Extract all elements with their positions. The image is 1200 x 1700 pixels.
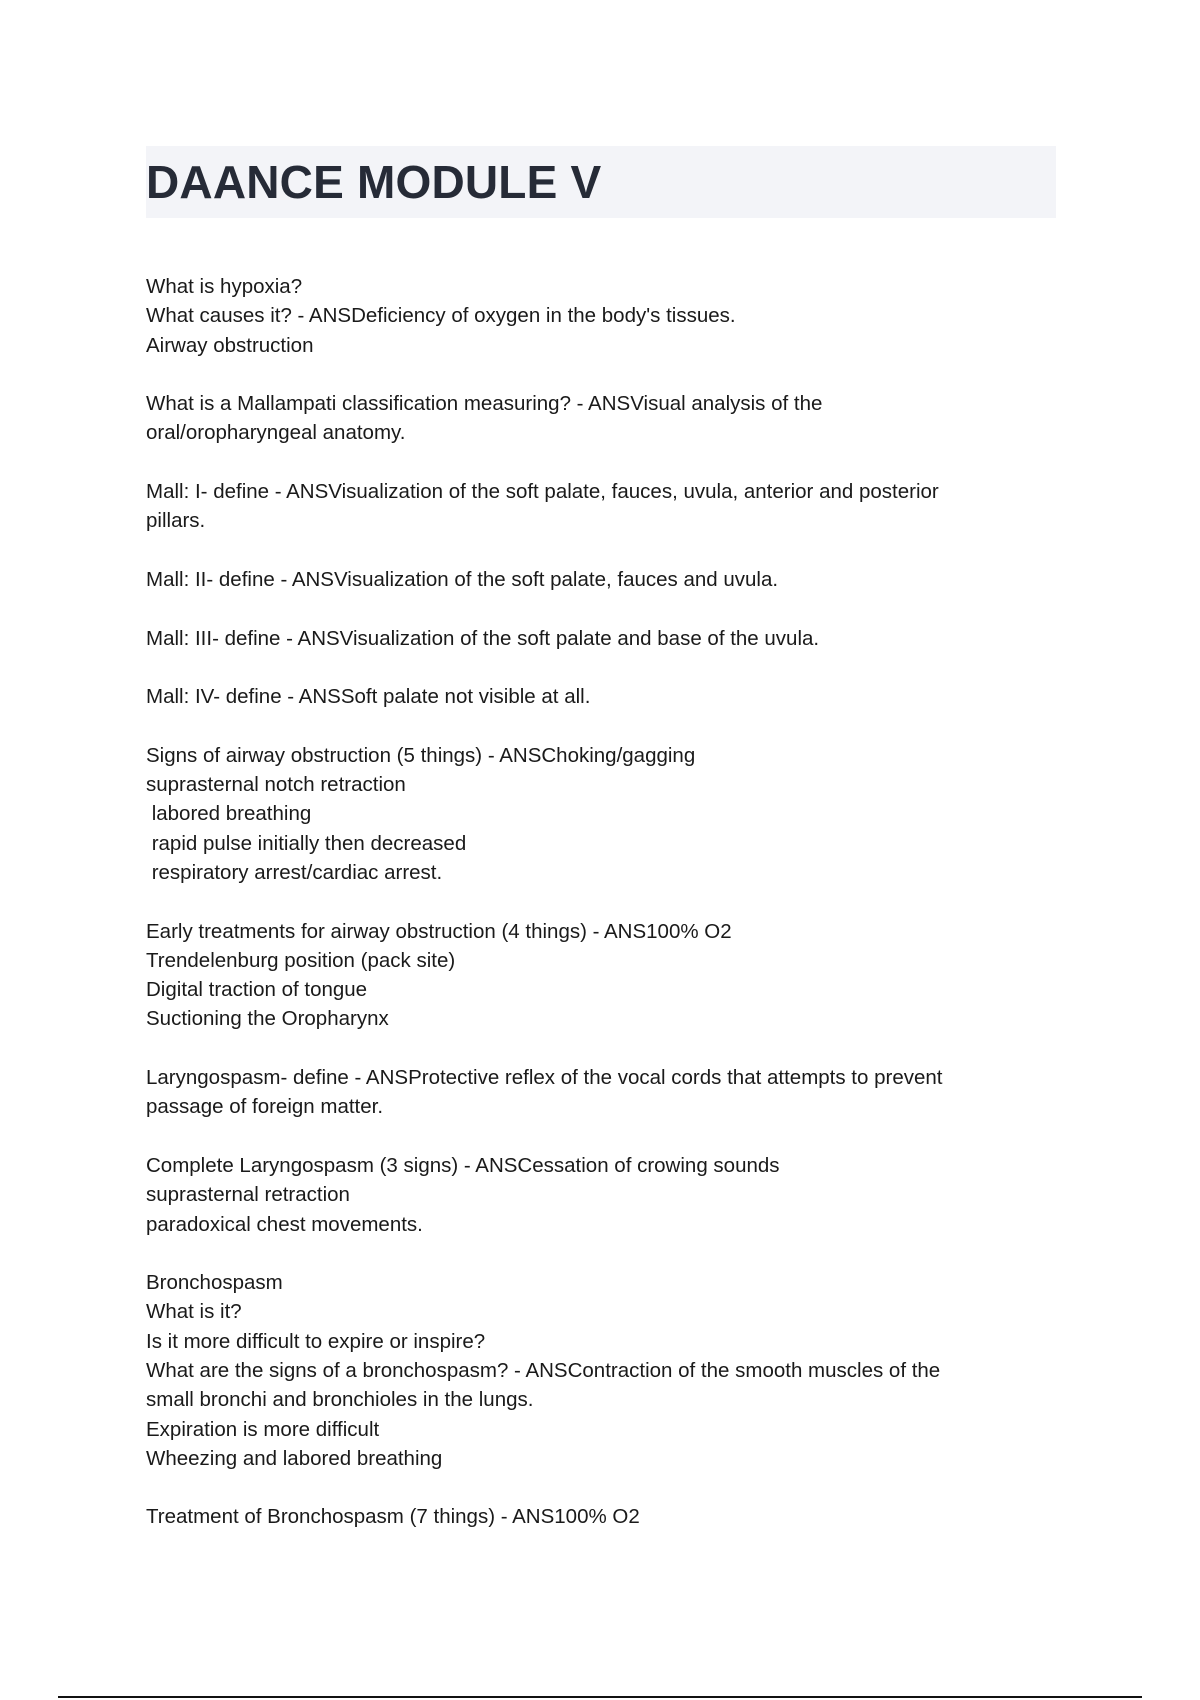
title-banner bbox=[146, 146, 1056, 218]
qa-entry bbox=[146, 624, 1026, 653]
text-line: Early treatments for airway obstruction (4 things) - ANS100% O2 bbox=[146, 919, 732, 943]
qa-entry bbox=[146, 1268, 1026, 1473]
text-line: Complete Laryngospasm (3 signs) - ANSCessation of crowing sounds bbox=[146, 1153, 780, 1177]
qa-entry bbox=[146, 1502, 1026, 1531]
text-line: Signs of airway obstruction (5 things) - ANSChoking/gagging bbox=[146, 743, 696, 767]
qa-content bbox=[146, 272, 1026, 1561]
text-line: oral/oropharyngeal anatomy. bbox=[146, 421, 406, 445]
text-line: Airway obstruction bbox=[146, 333, 314, 357]
text-line: Mall: III- define - ANSVisualization of the soft palate and base of the uvula. bbox=[146, 626, 820, 650]
page-title: DAANCE MODULE V bbox=[146, 156, 602, 208]
text-line: labored breathing bbox=[146, 802, 312, 826]
text-line: pillars. bbox=[146, 509, 206, 533]
qa-entry bbox=[146, 272, 1026, 360]
text-line: paradoxical chest movements. bbox=[146, 1212, 423, 1236]
text-line: Mall: II- define - ANSVisualization of the soft palate, fauces and uvula. bbox=[146, 567, 779, 591]
text-line: Trendelenburg position (pack site) bbox=[146, 948, 456, 972]
qa-entry bbox=[146, 1151, 1026, 1239]
text-line: respiratory arrest/cardiac arrest. bbox=[146, 860, 443, 884]
text-line: What is a Mallampati classification measuring? - ANSVisual analysis of the bbox=[146, 392, 823, 416]
text-line: Treatment of Bronchospasm (7 things) - ANS100% O2 bbox=[146, 1505, 640, 1529]
qa-entry bbox=[146, 741, 1026, 887]
footer-divider bbox=[58, 1696, 1142, 1698]
qa-entry bbox=[146, 477, 1026, 536]
qa-entry bbox=[146, 682, 1026, 711]
text-line: Expiration is more difficult bbox=[146, 1417, 380, 1441]
text-line: What are the signs of a bronchospasm? - ANSContraction of the smooth muscles of the bbox=[146, 1358, 941, 1382]
text-line: Mall: IV- define - ANSSoft palate not visible at all. bbox=[146, 685, 591, 709]
qa-entry bbox=[146, 1063, 1026, 1122]
text-line: rapid pulse initially then decreased bbox=[146, 831, 467, 855]
text-line: suprasternal retraction bbox=[146, 1183, 350, 1207]
text-line: Laryngospasm- define - ANSProtective reflex of the vocal cords that attempts to prevent bbox=[146, 1066, 943, 1090]
text-line: Mall: I- define - ANSVisualization of the soft palate, fauces, uvula, anterior and posterior bbox=[146, 480, 939, 504]
text-line: What causes it? - ANSDeficiency of oxygen in the body's tissues. bbox=[146, 304, 736, 328]
text-line: Suctioning the Oropharynx bbox=[146, 1007, 389, 1031]
text-line: What is hypoxia? bbox=[146, 275, 303, 298]
text-line: small bronchi and bronchioles in the lungs. bbox=[146, 1388, 534, 1412]
qa-entry bbox=[146, 565, 1026, 594]
qa-entry bbox=[146, 389, 1026, 448]
text-line: What is it? bbox=[146, 1300, 242, 1324]
text-line: suprasternal notch retraction bbox=[146, 773, 406, 797]
text-line: Wheezing and labored breathing bbox=[146, 1446, 443, 1470]
qa-entry bbox=[146, 917, 1026, 1034]
text-line: Bronchospasm bbox=[146, 1271, 283, 1295]
text-line: Is it more difficult to expire or inspire? bbox=[146, 1329, 486, 1353]
text-line: passage of foreign matter. bbox=[146, 1095, 384, 1119]
text-line: Digital traction of tongue bbox=[146, 978, 368, 1002]
